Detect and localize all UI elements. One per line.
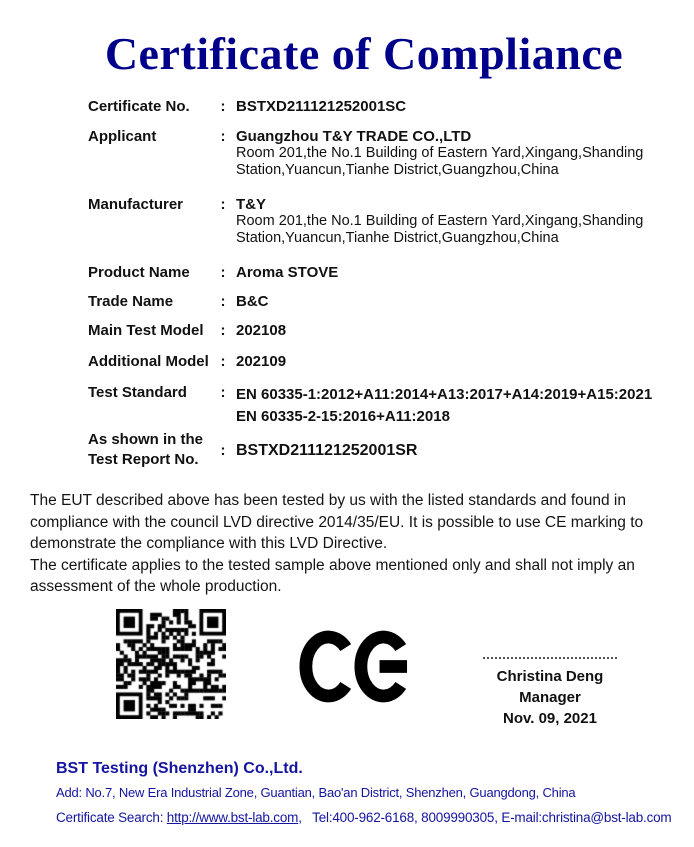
statement-paragraph-1: The EUT described above has been tested by us with the listed standards and found in compliance with the council LVD directive 2014/35/EU. It is possible to use CE marking to demonstrate the compliance with this LVD Directive. [30, 492, 644, 553]
additional-model-value: 202109 [236, 353, 287, 370]
page-title: Certificate of Compliance [104, 28, 624, 79]
certificate-fields [88, 98, 674, 470]
applicant-address-line1: Room 201,the No.1 Building of Eastern Yard,Xingang,Shanding [236, 145, 644, 161]
field-row-main-test-model [88, 322, 674, 339]
field-colon: : [220, 441, 226, 459]
test-report-no-label [88, 430, 210, 470]
test-report-no-value: BSTXD211121252001SR [236, 441, 418, 459]
field-row-additional-model [88, 353, 674, 370]
test-report-no-label-line2: Test Report No. [88, 451, 199, 468]
contact-info: , Tel:400-962-6168, 8009990305, E-mail:christina@bst-lab.com [298, 810, 672, 825]
test-standard-value [236, 384, 674, 428]
trade-name-label: Trade Name [88, 293, 174, 310]
certificate-search-label: Certificate Search: [56, 810, 167, 825]
field-row-test-standard [88, 384, 674, 428]
field-colon: : [220, 322, 226, 339]
lab-address: Add: No.7, New Era Industrial Zone, Guantian, Bao'an District, Shenzhen, Guangdong, China [56, 785, 576, 800]
qr-code [116, 609, 226, 719]
field-colon: : [220, 128, 226, 145]
manufacturer-address-line2: Station,Yuancun,Tianhe District,Guangzhou,China [236, 230, 559, 246]
field-row-applicant [88, 128, 674, 179]
field-row-test-report-no [88, 430, 674, 470]
manufacturer-value [236, 196, 674, 247]
signatory-name: Christina Deng [496, 668, 604, 685]
test-report-no-label-line1: As shown in the [88, 431, 204, 448]
manufacturer-label: Manufacturer [88, 196, 184, 213]
applicant-name: Guangzhou T&Y TRADE CO.,LTD [236, 128, 472, 145]
product-name-label: Product Name [88, 264, 190, 281]
applicant-address-line2: Station,Yuancun,Tianhe District,Guangzhou,China [236, 162, 559, 178]
field-colon: : [220, 384, 226, 401]
footer [56, 759, 684, 826]
test-standard-line2: EN 60335-2-15:2016+A11:2018 [236, 408, 450, 425]
manufacturer-name: T&Y [236, 196, 266, 213]
certificate-no-value: BSTXD211121252001SC [236, 98, 407, 115]
field-colon: : [220, 293, 226, 310]
main-test-model-label: Main Test Model [88, 322, 204, 339]
manufacturer-address-line1: Room 201,the No.1 Building of Eastern Yard,Xingang,Shanding [236, 213, 644, 229]
applicant-label: Applicant [88, 128, 157, 145]
field-row-trade-name [88, 293, 674, 310]
field-row-product-name [88, 264, 674, 281]
certificate-search-line [56, 809, 684, 826]
main-test-model-value: 202108 [236, 322, 287, 339]
test-standard-label: Test Standard [88, 384, 187, 401]
field-row-certificate-no [88, 98, 674, 115]
certificate-search-link[interactable]: http://www.bst-lab.com [166, 810, 299, 825]
lab-company-name: BST Testing (Shenzhen) Co.,Ltd. [56, 760, 303, 777]
compliance-statement [30, 490, 666, 598]
test-standard-line1: EN 60335-1:2012+A11:2014+A13:2017+A14:2019+A15:2021 [236, 386, 653, 403]
signature-dotted-line [483, 657, 617, 659]
statement-paragraph-2: The certificate applies to the tested sample above mentioned only and shall not imply an assessment of the whole production. [30, 556, 635, 596]
product-name-value: Aroma STOVE [236, 264, 339, 281]
ce-mark-icon [299, 629, 409, 704]
field-colon: : [220, 353, 226, 370]
signature-date: Nov. 09, 2021 [503, 710, 597, 727]
field-colon: : [220, 264, 226, 281]
field-row-manufacturer [88, 196, 674, 247]
signature-block [481, 651, 619, 729]
certificate-no-label: Certificate No. [88, 98, 190, 115]
trade-name-value: B&C [236, 293, 269, 310]
field-colon: : [220, 196, 226, 213]
field-colon: : [220, 98, 226, 115]
additional-model-label: Additional Model [88, 353, 209, 370]
signatory-title: Manager [519, 689, 581, 706]
applicant-value [236, 128, 674, 179]
